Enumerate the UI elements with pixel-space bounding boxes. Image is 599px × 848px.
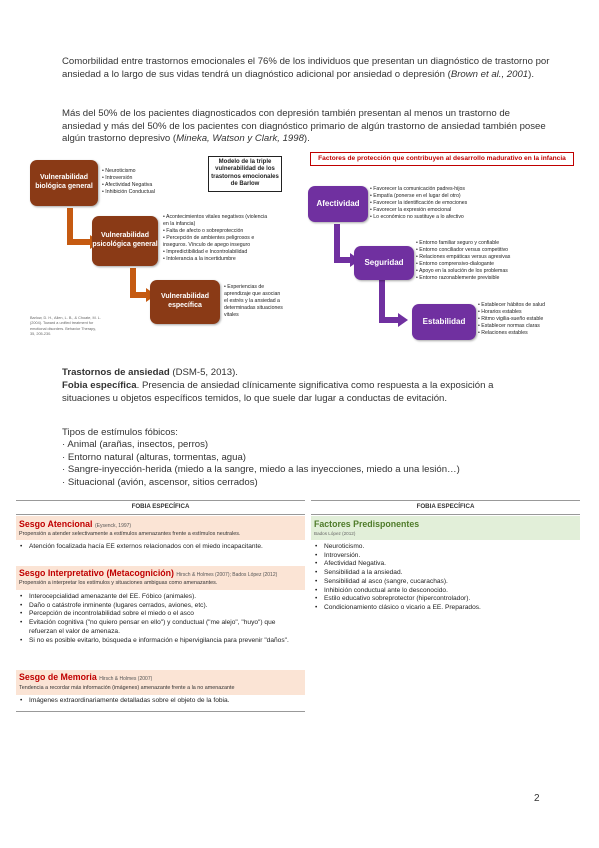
list-item: • Introversión xyxy=(102,175,155,182)
list-item: · Sangre-inyección-herida (miedo a la sangre, miedo a las inyecciones, miedo a una lesión…) xyxy=(62,464,460,476)
protection-title: Factores de protección que contribuyen al desarrollo madurativo en la infancia xyxy=(310,152,574,166)
bullet: · xyxy=(62,464,68,476)
barlow-reference: Barlow, D. H., Allen, L. B., & Choate, M. L. (2004). Toward a unified treatment for emotional disorders. Behavior Therapy, 35, 205-230. xyxy=(30,316,101,337)
list-item: · Situacional (avión, ascensor, sitios cerrados) xyxy=(62,476,258,488)
list-item: • Apoyo en la solución de los problemas xyxy=(416,268,510,275)
list-item: • Relaciones empáticas versus agresivas xyxy=(416,254,510,261)
intro-paragraph-1: Comorbilidad entre trastornos emocionales el 76% de los individuos que presentan un diagnóstico de trastorno por ansiedad a lo largo de sus vidas tendrá un diagnóstico adicional por ansiedad o depresión (Brown et al., 2001). xyxy=(62,56,550,80)
bullet: · xyxy=(62,439,68,450)
list-item: • Favorecer la expresión emocional xyxy=(370,207,467,214)
section-subtitle: Propensión a interpretar los estímulos y situaciones ambiguas como amenazantes. xyxy=(19,580,218,586)
divider xyxy=(16,500,305,501)
list-item: · Entorno natural (alturas, tormentas, agua) xyxy=(62,451,246,463)
barlow-diagram xyxy=(28,150,298,360)
section-subtitle: Bados López (2012) xyxy=(314,531,356,536)
bullet: · xyxy=(62,476,68,488)
list-item: • Entorno conciliador versus competitivo xyxy=(416,247,510,254)
list-item: • Establecer normas claras xyxy=(478,323,545,330)
list-item: • Sensibilidad al asco (sangre, cucarachas). xyxy=(315,578,577,587)
divider xyxy=(311,514,580,515)
box-biological-vulnerability: Vulnerabilidad biológica general xyxy=(30,160,98,206)
memory-bias-list xyxy=(20,697,302,706)
citation: Brown et al., 2001 xyxy=(450,68,529,80)
list-item: · Animal (arañas, insectos, perros) xyxy=(62,439,209,450)
phobic-stimuli-title: Tipos de estímulos fóbicos: xyxy=(62,427,178,438)
list-item: • Condicionamiento clásico o vicario a EE. Preparados. xyxy=(315,604,577,613)
box-security: Seguridad xyxy=(354,246,414,280)
attention-bias-list xyxy=(20,543,290,552)
section-subtitle: Propensión a atender selectivamente a estímulos amenazantes frente a estímulos neutrales. xyxy=(19,531,241,537)
table-left xyxy=(16,500,305,712)
psychological-factors-list xyxy=(163,214,271,263)
list-item: • Afectividad Negativa. xyxy=(315,560,577,569)
list-item: • Evitación cognitiva ("no quiero pensar en ello") y conductual ("me alejo", "huyo") que refuerzan el valor de amenaza. xyxy=(20,619,292,636)
list-item: • Atención focalizada hacía EE externos relacionados con el miedo incapacitante. xyxy=(20,543,290,552)
divider xyxy=(311,500,580,501)
divider xyxy=(16,711,305,712)
list-item: • Entorno razonablemente previsible xyxy=(416,275,510,282)
list-item: • Daño o catástrofe inminente (lugares cerrados, aviones, etc). xyxy=(20,602,292,611)
phobic-stimuli-list xyxy=(62,439,552,489)
list-item: • Percepción de ambientes peligrosos e inseguros. Vínculo de apego inseguro xyxy=(163,235,271,249)
page-number: 2 xyxy=(534,793,540,804)
list-item: • Entorno comprensivo-dialogante xyxy=(416,261,510,268)
phobia-definition: Fobia específica. Presencia de ansiedad clínicamente significativa como respuesta a la exposición a situaciones u objetos específicos temidos, lo que suele dar lugar a conductas de evitación. xyxy=(62,380,494,404)
list-item: • Entorno familiar seguro y confiable xyxy=(416,240,510,247)
list-item: • Estilo educativo sobreprotector (hipercontrolador). xyxy=(315,595,577,604)
section-subtitle: Tendencia a recordar más información (imágenes) amenazante frente a la no amenazante xyxy=(19,685,235,691)
list-item: • Introversión. xyxy=(315,552,577,561)
list-item: • Ritmo vigilia-sueño estable xyxy=(478,316,545,323)
list-item: • Relaciones estables xyxy=(478,330,545,337)
list-item: • Neuroticismo. xyxy=(315,543,577,552)
interpretative-bias-list xyxy=(20,593,292,645)
list-item: • Imágenes extraordinariamente detalladas sobre el objeto de la fobia. xyxy=(20,697,302,706)
anxiety-heading: Trastornos de ansiedad (DSM-5, 2013). xyxy=(62,367,238,378)
list-item: • Neuroticismo xyxy=(102,168,155,175)
list-item: • Empatía (ponerse en el lugar del otro) xyxy=(370,193,467,200)
list-item: • Inhibición Conductual xyxy=(102,189,155,196)
specific-factors-list xyxy=(224,284,284,319)
list-item: • Intolerancia a la incertidumbre xyxy=(163,256,271,263)
bullet: · xyxy=(62,451,68,463)
predisposing-factors-list xyxy=(315,543,577,613)
list-item: • Interocepcialidad amenazante del EE. Fóbico (animales). xyxy=(20,593,292,602)
citation: Mineka, Watson y Clark, 1998 xyxy=(176,133,304,145)
box-affectivity: Afectividad xyxy=(308,186,368,222)
section-title: Sesgo Interpretativo (Metacognición) Hirsch & Holmes (2007); Bados López (2012) xyxy=(19,568,278,578)
list-item: • Afectividad Negativa xyxy=(102,182,155,189)
box-specific-vulnerability: Vulnerabilidad específica xyxy=(150,280,220,324)
intro-paragraph-2: Más del 50% de los pacientes diagnosticados con depresión también presentan al menos un trastorno de ansiedad y más del 50% de los pacientes con diagnóstico primario de algún trastorno de ansiedad también posee algún trastorno depresivo (Mineka, Watson y Clark, 1998). xyxy=(62,108,546,145)
biological-factors-list xyxy=(102,168,155,196)
table-right xyxy=(311,500,580,630)
section-title: Sesgo Atencional (Eysenck, 1997) xyxy=(19,519,132,529)
table-left-header: FOBIA ESPECÍFICA xyxy=(131,503,190,510)
affectivity-list xyxy=(370,186,467,221)
section-title: Sesgo de Memoria Hirsch & Holmes (2007) xyxy=(19,672,153,682)
list-item: • Favorecer la identificación de emociones xyxy=(370,200,467,207)
protection-diagram xyxy=(302,152,578,362)
list-item: • Percepción de incontrolabilidad sobre el miedo o el asco xyxy=(20,610,292,619)
list-item: • Favorecer la comunicación padres-hijos xyxy=(370,186,467,193)
divider xyxy=(16,514,305,515)
list-item: • Lo económico no sustituye a lo afectivo xyxy=(370,214,467,221)
list-item: • Inhibición conductual ante lo desconocido. xyxy=(315,587,577,596)
list-item: • Establecer hábitos de salud xyxy=(478,302,545,309)
section-title: Factores Predisponentes xyxy=(314,519,420,529)
list-item: • Falta de afecto o sobreprotección xyxy=(163,228,271,235)
box-psychological-vulnerability: Vulnerabilidad psicológica general xyxy=(92,216,158,266)
table-right-header: FOBIA ESPECÍFICA xyxy=(416,503,475,510)
list-item: • Horarios estables xyxy=(478,309,545,316)
stability-list xyxy=(478,302,545,337)
list-item: • Sensibilidad a la ansiedad. xyxy=(315,569,577,578)
security-list xyxy=(416,240,510,282)
box-stability: Estabilidad xyxy=(412,304,476,340)
barlow-title: Modelo de la triple vulnerabilidad de los trastornos emocionales de Barlow xyxy=(208,156,282,192)
list-item: • Si no es posible evitarlo, búsqueda e información e hipervigilancia para prevenir "daños". xyxy=(20,637,292,646)
list-item: • Acontecimientos vitales negativos (violencia en la infancia) xyxy=(163,214,271,228)
list-item: • Impredictibilidad e Incontrolabilidad xyxy=(163,249,271,256)
list-item: • Experiencias de aprendizaje que asocian el estrés y la ansiedad a determinadas situaciones vitales xyxy=(224,284,284,319)
